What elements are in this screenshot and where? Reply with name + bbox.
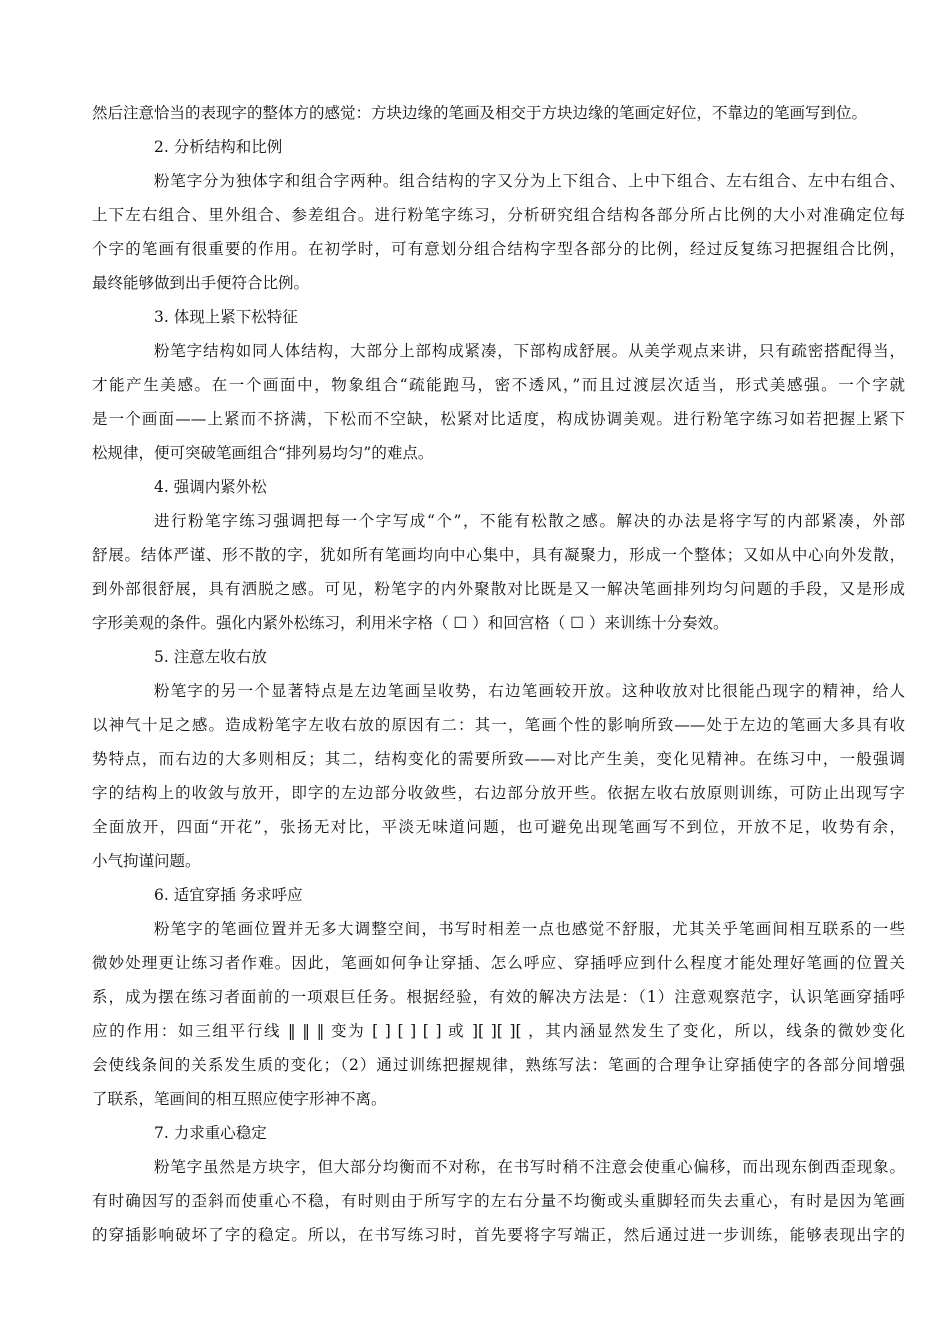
paragraph-line: 粉笔字结构如同人体结构，大部分上部构成紧凑，下部构成舒展。从美学观点来讲，只有疏密搭配得当， (154, 342, 905, 360)
paragraph-line: 然后注意恰当的表现字的整体方的感觉：方块边缘的笔画及相交于方块边缘的笔画定好位，不靠边的笔画写到位。 (92, 104, 868, 122)
paragraph-line: 全面放开，四面“开花”，张扬无对比，平淡无味道问题，也可避免出现笔画写不到位，开放不足，收势有余， (92, 818, 905, 836)
document-page (92, 96, 905, 1252)
paragraph-line: 微妙处理更让练习者作难。因此，笔画如何争让穿插、怎么呼应、穿插呼应到什么程度才能处理好笔画的位置关 (92, 954, 905, 972)
paragraph-line: 舒展。结体严谨、形不散的字，犹如所有笔画均向中心集中，具有凝聚力，形成一个整体；又如从中心向外发散， (92, 546, 905, 564)
paragraph-line: 最终能够做到出手便符合比例。 (92, 274, 310, 292)
paragraph-line: 了联系，笔画间的相互照应使字形神不离。 (92, 1090, 387, 1108)
paragraph-line: 粉笔字分为独体字和组合字两种。组合结构的字又分为上下组合、上中下组合、左右组合、左中右组合、 (154, 172, 905, 190)
paragraph-line: 小气拘谨问题。 (92, 852, 201, 870)
section-heading-5: 5. 注意左收右放 (154, 648, 267, 666)
section-heading-3: 3. 体现上紧下松特征 (154, 308, 298, 326)
paragraph-line: 个字的笔画有很重要的作用。在初学时，可有意划分组合结构字型各部分的比例，经过反复练习把握组合比例， (92, 240, 905, 258)
paragraph-line: 系，成为摆在练习者面前的一项艰巨任务。根据经验，有效的解决方法是：（1）注意观察范字，认识笔画穿插呼 (92, 988, 905, 1006)
paragraph-line: 松规律，便可突破笔画组合“排列易均匀”的难点。 (92, 444, 434, 462)
section-heading-4: 4. 强调内紧外松 (154, 478, 267, 496)
section-heading-7: 7. 力求重心稳定 (154, 1124, 267, 1142)
section-heading-2: 2. 分析结构和比例 (154, 138, 283, 156)
paragraph-line: 会使线条间的关系发生质的变化；（2）通过训练把握规律，熟练写法：笔画的合理争让穿插使字的各部分间增强 (92, 1056, 905, 1074)
paragraph-line: 字形美观的条件。强化内紧外松练习，利用米字格（ ☐ ）和回宫格（ ☐ ）来训练十分奏效。 (92, 614, 729, 632)
paragraph-line: 应的作用：如三组平行线 ‖ ‖ ‖ 变为 [ ] [ ] [ ] 或 ][ ][ ][ ，其内涵显然发生了变化，所以，线条的微妙变化 (92, 1022, 905, 1040)
paragraph-line: 粉笔字的另一个显著特点是左边笔画呈收势，右边笔画较开放。这种收放对比很能凸现字的精神，给人 (154, 682, 905, 700)
paragraph-line: 粉笔字的笔画位置并无多大调整空间，书写时相差一点也感觉不舒服，尤其关乎笔画间相互联系的一些 (154, 920, 905, 938)
section-heading-6: 6. 适宜穿插 务求呼应 (154, 886, 303, 904)
paragraph-line: 到外部很舒展，具有洒脱之感。可见，粉笔字的内外聚散对比既是又一解决笔画排列均匀问题的手段，又是形成 (92, 580, 905, 598)
paragraph-line: 的穿插影响破坏了字的稳定。所以，在书写练习时，首先要将字写端正，然后通过进一步训练，能够表现出字的 (92, 1226, 905, 1244)
paragraph-line: 是一个画面——上紧而不挤满，下松而不空缺，松紧对比适度，构成协调美观。进行粉笔字练习如若把握上紧下 (92, 410, 905, 428)
paragraph-line: 上下左右组合、里外组合、参差组合。进行粉笔字练习，分析研究组合结构各部分所占比例的大小对准确定位每 (92, 206, 905, 224)
paragraph-line: 粉笔字虽然是方块字，但大部分均衡而不对称，在书写时稍不注意会使重心偏移，而出现东倒西歪现象。 (154, 1158, 905, 1176)
paragraph-line: 才能产生美感。在一个画面中，物象组合“疏能跑马，密不透风，”而且过渡层次适当，形式美感强。一个字就 (92, 376, 905, 394)
paragraph-line: 势特点，而右边的大多则相反；其二，结构变化的需要所致——对比产生美，变化见精神。在练习中，一般强调 (92, 750, 905, 768)
paragraph-line: 进行粉笔字练习强调把每一个字写成“个”，不能有松散之感。解决的办法是将字写的内部紧凑，外部 (154, 512, 905, 530)
paragraph-line: 字的结构上的收敛与放开，即字的左边部分收敛些，右边部分放开些。依据左收右放原则训练，可防止出现写字 (92, 784, 905, 802)
paragraph-line: 以神气十足之感。造成粉笔字左收右放的原因有二：其一，笔画个性的影响所致——处于左边的笔画大多具有收 (92, 716, 905, 734)
paragraph-line: 有时确因写的歪斜而使重心不稳，有时则由于所写字的左右分量不均衡或头重脚轻而失去重心，有时是因为笔画 (92, 1192, 905, 1210)
